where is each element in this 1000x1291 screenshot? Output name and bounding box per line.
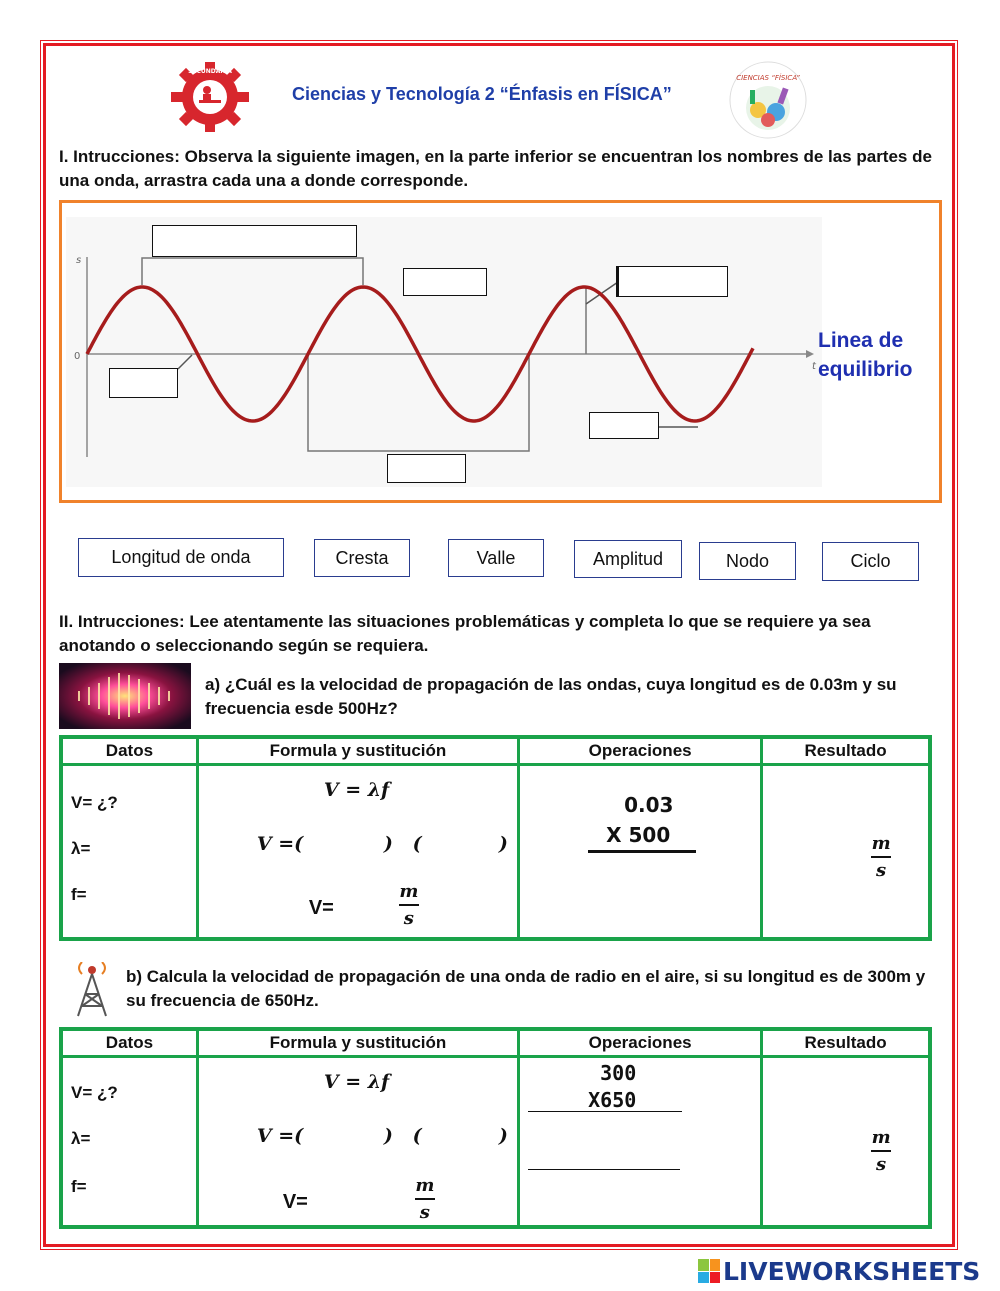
- problem-a-question: a) ¿Cuál es la velocidad de propagación de las ondas, cuya longitud es de 0.03m y su frecuencia esde 500Hz?: [205, 675, 897, 718]
- substitution-mid: ) (: [383, 832, 422, 855]
- op-result-line: [528, 1169, 680, 1170]
- header-formula: Formula y sustitución: [197, 737, 518, 765]
- drop-target-cycle[interactable]: [387, 454, 466, 483]
- substitution-prefix: V =(: [256, 1124, 304, 1147]
- chip-cresta[interactable]: Cresta: [314, 539, 410, 577]
- science-logo: [728, 60, 808, 140]
- result-unit-numerator: m: [871, 832, 891, 854]
- op-line2: X650: [588, 1087, 637, 1112]
- equilibrium-label-line2: equilibrio: [818, 358, 913, 381]
- op-underline: [528, 1111, 682, 1112]
- datos-v: V= ¿?: [71, 1082, 118, 1102]
- drop-target-amplitude[interactable]: [616, 266, 728, 297]
- substitution-end: ): [498, 832, 508, 855]
- datos-lambda[interactable]: λ=: [71, 838, 91, 858]
- radio-tower-icon: [66, 962, 118, 1018]
- formula: V = λf: [323, 778, 390, 801]
- chip-longitud-de-onda[interactable]: Longitud de onda: [78, 538, 284, 577]
- problem-b-table: [59, 1027, 932, 1229]
- chip-amplitud[interactable]: Amplitud: [574, 540, 682, 578]
- school-logo-text: SECUNDARIA: [188, 68, 232, 75]
- op-line1: 0.03: [624, 792, 674, 817]
- axis-origin-label: 0: [74, 351, 81, 362]
- wave-diagram: [66, 217, 822, 487]
- v-label: V=: [308, 896, 334, 919]
- chip-ciclo[interactable]: Ciclo: [822, 542, 919, 581]
- datos-f[interactable]: f=: [71, 1176, 87, 1196]
- unit-fraction: [415, 1175, 435, 1223]
- unit-denominator: s: [419, 1201, 430, 1223]
- op-line2: X 500: [606, 822, 671, 847]
- science-logo-text: CIENCIAS “FÍSICA”: [736, 74, 800, 82]
- section1-instructions: I. Intrucciones: Observa la siguiente imagen, en la parte inferior se encuentran los nombres de las partes de una onda, arrastra cada una a donde corresponde.: [59, 147, 932, 190]
- substitution-prefix: V =(: [256, 832, 304, 855]
- problem-b-question: b) Calcula la velocidad de propagación de una onda de radio en el aire, si su longitud es de 300m y su frecuencia de 650Hz.: [126, 967, 926, 1010]
- unit-numerator: m: [415, 1174, 435, 1196]
- formula: V = λf: [323, 1070, 390, 1093]
- chip-valle[interactable]: Valle: [448, 539, 544, 577]
- op-underline: [588, 850, 696, 853]
- equilibrium-label: [818, 326, 913, 384]
- datos-v: V= ¿?: [71, 792, 118, 812]
- sound-wave-image: [59, 663, 191, 729]
- axis-t-label: t: [812, 361, 816, 372]
- brand-badge: [698, 1259, 720, 1283]
- unit-denominator: s: [403, 907, 414, 929]
- section2-instructions: II. Intrucciones: Lee atentamente las situaciones problemáticas y completa lo que se requiere ya sea anotando o seleccionando según se requiera.: [59, 612, 871, 655]
- op-line1: 300: [600, 1060, 637, 1085]
- axis-s-label: s: [76, 255, 82, 266]
- header-operaciones: Operaciones: [519, 737, 762, 765]
- drop-target-wavelength[interactable]: [152, 225, 357, 257]
- v-label: V=: [282, 1190, 308, 1213]
- header-datos: Datos: [61, 737, 197, 765]
- substitution-end: ): [498, 1124, 508, 1147]
- header-formula: Formula y sustitución: [197, 1029, 518, 1057]
- equilibrium-label-line1: Linea de: [818, 329, 904, 352]
- unit-numerator: m: [399, 880, 419, 902]
- drop-target-node[interactable]: [109, 368, 178, 398]
- datos-f[interactable]: f=: [71, 884, 87, 904]
- header-resultado: Resultado: [762, 1029, 930, 1057]
- drop-target-valley[interactable]: [589, 412, 659, 439]
- header-datos: Datos: [61, 1029, 197, 1057]
- wavelength-bracket: [142, 258, 363, 285]
- header-operaciones: Operaciones: [519, 1029, 762, 1057]
- page-title: Ciencias y Tecnología 2 “Énfasis en FÍSICA”: [292, 84, 672, 104]
- result-unit: [871, 833, 891, 881]
- header-resultado: Resultado: [762, 737, 930, 765]
- result-unit-numerator: m: [871, 1126, 891, 1148]
- result-unit-denominator: s: [876, 1153, 887, 1175]
- result-unit: [871, 1127, 891, 1175]
- result-unit-denominator: s: [876, 859, 887, 881]
- liveworksheets-logo: [698, 1257, 980, 1285]
- chip-nodo[interactable]: Nodo: [699, 542, 796, 580]
- unit-fraction: [399, 881, 419, 929]
- drop-target-crest[interactable]: [403, 268, 487, 296]
- brand-name: LIVEWORKSHEETS: [723, 1256, 981, 1286]
- problem-a-table: [59, 735, 932, 941]
- substitution-mid: ) (: [383, 1124, 422, 1147]
- cycle-bracket: [308, 354, 529, 451]
- school-logo: [163, 60, 257, 134]
- datos-lambda[interactable]: λ=: [71, 1128, 91, 1148]
